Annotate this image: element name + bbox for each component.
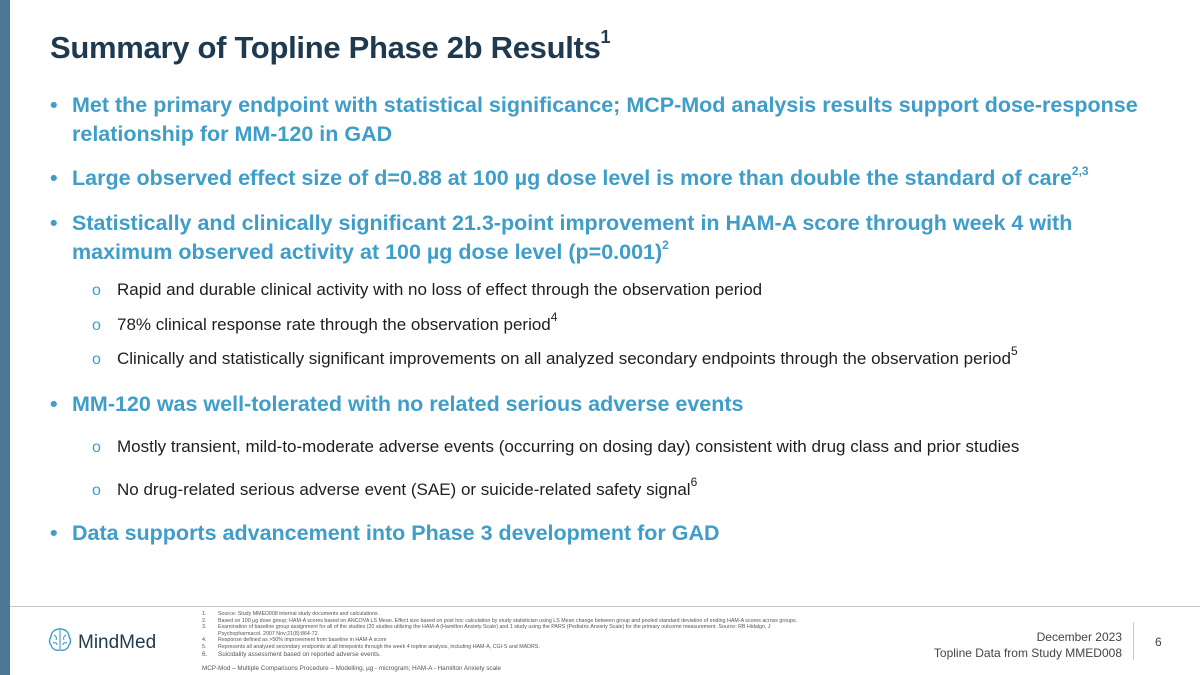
sub-bullet-text: Rapid and durable clinical activity with no loss of effect through the observation period xyxy=(117,280,763,299)
page-title-text: Summary of Topline Phase 2b Results xyxy=(50,30,601,65)
footer-divider xyxy=(10,606,1200,607)
sub-bullet-glyph: o xyxy=(92,317,101,334)
footer-date: December 2023 xyxy=(1036,630,1122,644)
left-accent-bar xyxy=(0,0,10,675)
bullet-glyph: • xyxy=(50,211,58,235)
sub-bullet-adverse-events xyxy=(92,436,1162,458)
footnote-item: 5. Represents all analyzed secondary endpoints at all timepoints through the week 4 topline analysis, including HAM-A, CGI-S and MADRS. xyxy=(202,643,540,650)
bullet-text: Large observed effect size of d=0.88 at 100 µg dose level is more than double the standard of care$^{2,3}$ xyxy=(72,163,1089,190)
mindmed-logo xyxy=(48,627,156,658)
footnote-item: 6. Suicidality assessment based on reported adverse events. xyxy=(202,650,381,658)
bullet-glyph: • xyxy=(50,166,58,190)
sub-bullet-text: Mostly transient, mild-to-moderate adverse events (occurring on dosing day) consistent with drug class and prior studies xyxy=(117,437,1020,456)
page-title xyxy=(50,26,611,66)
sub-bullet-durable-activity xyxy=(92,279,1162,301)
footnote-ref: 6 xyxy=(690,475,698,490)
sub-bullet-response-rate xyxy=(92,310,1162,336)
sub-bullet-safety-signal xyxy=(92,475,1162,501)
bullet-ham-a-improvement xyxy=(50,209,1160,267)
bullet-text: MM-120 was well-tolerated with no related serious adverse events xyxy=(72,392,744,416)
footnote-item: 3. Examination of baseline group assignment for all of the studies (20 studies utilizing the HAM-A (Hamilton Anxiety Scale) and 1 study using the PARS (Pediatric Anxiety Scale) for the primary outcome measurement. Source: RB Hidalgo, J xyxy=(202,624,771,631)
page-number: 6 xyxy=(1155,635,1162,649)
sub-bullet-secondary-endpoints xyxy=(92,344,1162,370)
bullet-tolerability xyxy=(50,390,1160,419)
footnote-ref: 4 xyxy=(550,310,558,325)
sub-bullet-glyph: o xyxy=(92,351,101,368)
abbreviations: MCP-Mod – Multiple Comparisons Procedure – Modelling, µg - microgram; HAM-A - Hamilton Anxiety scale xyxy=(202,665,501,672)
footnotes xyxy=(202,611,902,659)
footer-separator xyxy=(1133,622,1134,660)
footer-subtitle: Topline Data from Study MMED008 xyxy=(933,646,1122,660)
footnote-ref: 5 xyxy=(1010,344,1018,359)
footnote-ref: 2,3 xyxy=(1071,163,1089,178)
bullet-primary-endpoint xyxy=(50,91,1160,149)
footnote-item: 2. Based on 100 µg dose group; HAM-A scores based on ANCOVA LS Mean. Effect size based on post hoc calculation by study statistician using LS Mean change between group and pooled standard deviation of ending HAM-A scores across groups. xyxy=(202,617,798,624)
bullet-text: Met the primary endpoint with statistical significance; MCP-Mod analysis results support dose-response relationship for MM-120 in GAD xyxy=(72,93,1138,146)
sub-bullet-text: 78% clinical response rate through the observation period$^4$ xyxy=(117,310,558,334)
bullet-effect-size xyxy=(50,164,1160,193)
footnote-item: Psychopharmacol. 2007 Nov;21(8):864-72. xyxy=(218,630,319,637)
sub-bullet-glyph: o xyxy=(92,439,101,456)
bullet-text: Statistically and clinically significant 21.3-point improvement in HAM-A score through week 4 with maximum observed activity at 100 µg dose level (p=0.001)$^2$ xyxy=(72,211,1073,264)
bullet-text: Data supports advancement into Phase 3 development for GAD xyxy=(72,521,720,545)
footer-date-block xyxy=(934,629,1122,661)
sub-bullet-glyph: o xyxy=(92,482,101,499)
sub-bullet-text: No drug-related serious adverse event (SAE) or suicide-related safety signal$^6$ xyxy=(117,475,698,499)
bullet-phase-3 xyxy=(50,519,1160,548)
title-footnote-ref: 1 xyxy=(600,26,611,47)
bullet-glyph: • xyxy=(50,521,58,545)
footnote-ref: 2 xyxy=(662,237,669,252)
sub-bullet-text: Clinically and statistically significant improvements on all analyzed secondary endpoints through the observation period$^5$ xyxy=(117,344,1018,368)
bullet-glyph: • xyxy=(50,93,58,117)
bullet-glyph: • xyxy=(50,392,58,416)
brain-icon xyxy=(48,627,72,658)
footnote-item: 1. Source: Study MMED008 internal study documents and calculations. xyxy=(202,611,380,617)
logo-text: MindMed xyxy=(78,631,157,653)
sub-bullet-glyph: o xyxy=(92,282,101,299)
footnote-item: 4. Response defined as >50% improvement from baseline in HAM-A score xyxy=(202,637,387,644)
